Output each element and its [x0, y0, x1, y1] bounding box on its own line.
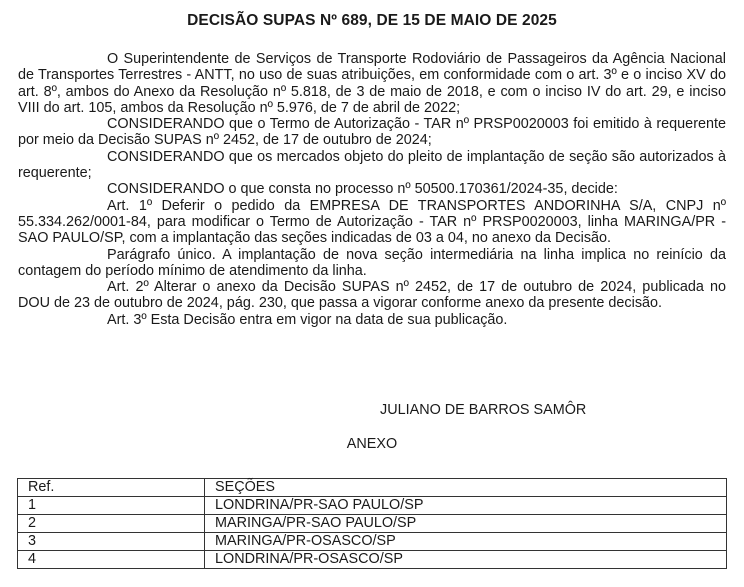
- table-cell-ref: 1: [18, 497, 205, 515]
- paragraph-art-2: Art. 2º Alterar o anexo da Decisão SUPAS nº 2452, de 17 de outubro de 2024, publicada no DOU de 23 de outubro de 2024, pág. 230, que passa a vigorar conforme anexo da presente decisão.: [18, 279, 726, 312]
- table-row: [18, 515, 727, 533]
- paragraph-considerando-2: CONSIDERANDO que os mercados objeto do pleito de implantação de seção são autorizados à requerente;: [18, 148, 726, 182]
- paragraph-art-3: Art. 3º Esta Decisão entra em vigor na data de sua publicação.: [107, 311, 508, 328]
- table-row: [18, 497, 727, 515]
- table-cell-secao: LONDRINA/PR-SAO PAULO/SP: [205, 497, 727, 515]
- paragraph-art-1: Art. 1º Deferir o pedido da EMPRESA DE TRANSPORTES ANDORINHA S/A, CNPJ nº 55.334.262/0001-84, para modificar o Termo de Autorização - TAR nº PRSP0020003, linha MARINGA/PR - SAO PAULO/SP, com a implantação das seções indicadas de 03 a 04, no anexo da Decisão.: [18, 197, 726, 247]
- annex-table: [17, 478, 727, 569]
- document-body: [18, 51, 726, 328]
- paragraph-considerando-1: CONSIDERANDO que o Termo de Autorização - TAR nº PRSP0020003 foi emitido à requerente por meio da Decisão SUPAS nº 2452, de 17 de outubro de 2024;: [18, 116, 726, 149]
- table-row: [18, 551, 727, 569]
- table-cell-ref: 2: [18, 515, 205, 533]
- table-header-secoes: SEÇÕES: [205, 479, 727, 497]
- table-cell-ref: 3: [18, 533, 205, 551]
- table-header-row: [18, 479, 727, 497]
- paragraph-paragrafo-unico: Parágrafo único. A implantação de nova seção intermediária na linha implica no reinício da contagem do período mínimo de atendimento da linha.: [18, 246, 726, 279]
- paragraph-preamble: O Superintendente de Serviços de Transporte Rodoviário de Passageiros da Agência Nacional de Transportes Terrestres - ANTT, no uso de suas atribuições, em conformidade com o art. 3º e o inciso XV do art. 8º, ambos do Anexo da Resolução nº 5.818, de 3 de maio de 2018, e com o inciso IV do art. 29, e inciso VIII do art. 105, ambos da Resolução nº 5.976, de 7 de abril de 2022;: [18, 51, 726, 116]
- table-cell-ref: 4: [18, 551, 205, 569]
- signature: JULIANO DE BARROS SAMÔR: [380, 402, 587, 418]
- table-cell-secao: MARINGA/PR-OSASCO/SP: [205, 533, 727, 551]
- table-header-ref: Ref.: [18, 479, 205, 497]
- paragraph-considerando-3: CONSIDERANDO o que consta no processo nº 50500.170361/2024-35, decide:: [107, 181, 618, 198]
- annex-title: ANEXO: [346, 436, 398, 452]
- table-cell-secao: LONDRINA/PR-OSASCO/SP: [205, 551, 727, 569]
- document-title: DECISÃO SUPAS Nº 689, DE 15 DE MAIO DE 2025: [187, 12, 557, 29]
- table-row: [18, 533, 727, 551]
- table-cell-secao: MARINGA/PR-SAO PAULO/SP: [205, 515, 727, 533]
